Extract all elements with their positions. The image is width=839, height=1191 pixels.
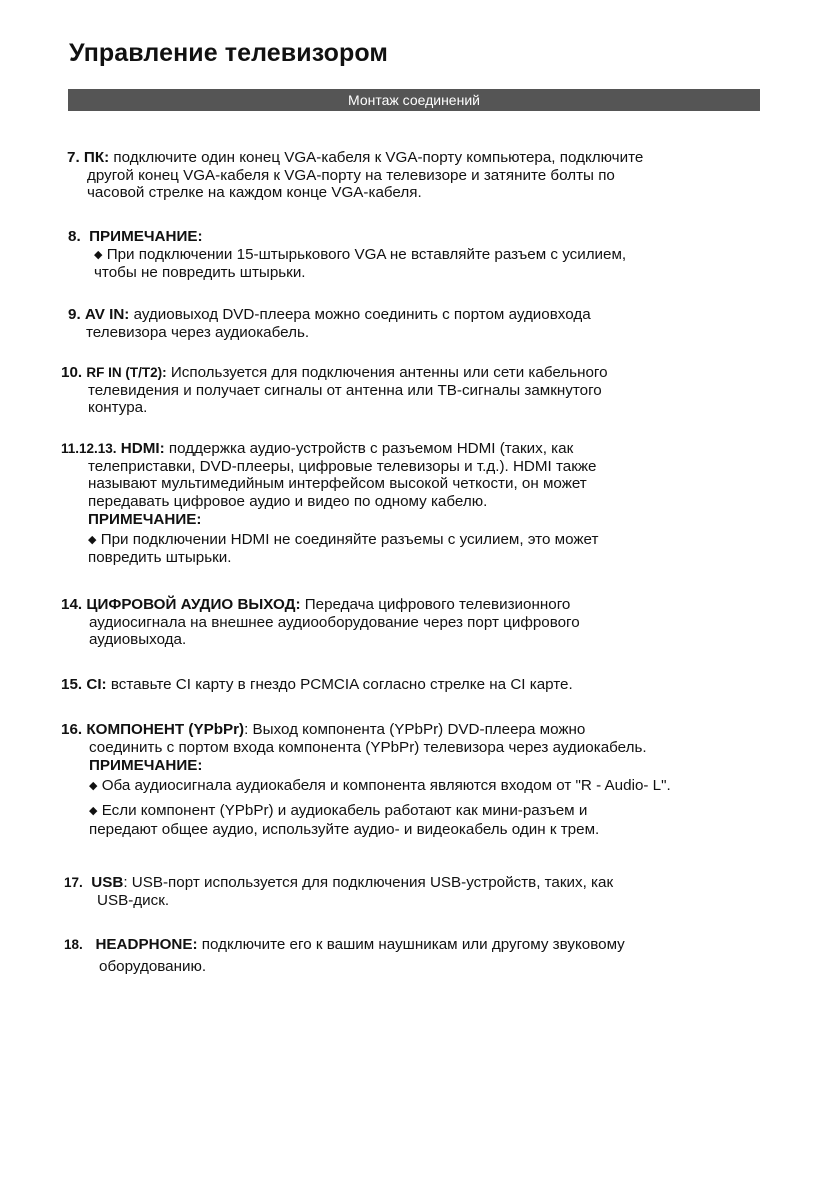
item-term: USB — [91, 874, 124, 891]
item-number: 14. — [61, 596, 83, 613]
item-number: 15. — [61, 676, 83, 693]
item-term: КОМПОНЕНТ (YPbPr) — [86, 721, 245, 738]
item-9-av-in: 9. AV IN: аудиовыход DVD-плеера можно соединить с портом аудиовхода телевизора через аудиокабель. — [68, 306, 591, 341]
item-18-headphone: 18. HEADPHONE: подключите его к вашим наушникам или другому звуковому оборудованию. — [64, 936, 625, 975]
item-term: RF IN (T/T2): — [86, 365, 167, 380]
item-term: HDMI: — [120, 440, 165, 457]
item-number: 18. — [64, 937, 83, 952]
item-term: HEADPHONE: — [95, 936, 198, 953]
item-16-component: 16. КОМПОНЕНТ (YPbPr): Выход компонента (YPbPr) DVD-плеера можно соединить с портом входа компонента (YPbPr) телевизора через аудиокабель. ПРИМЕЧАНИЕ: ◆ Оба аудиосигнала аудиокабеля и компонента являются входом от "R - Audio- L". ◆ Если компонент (YPbPr) и аудиокабель работают как мини-разъем и передают общее аудио, используйте аудио- и видеокабель один к трем. — [61, 721, 671, 838]
item-number: 7. — [67, 149, 80, 166]
item-17-usb: 17. USB: USB-порт используется для подключения USB-устройств, таких, как USB-диск. — [64, 874, 614, 909]
item-14-digital-audio-out: 14. ЦИФРОВОЙ АУДИО ВЫХОД: Передача цифрового телевизионного аудиосигнала на внешнее аудиооборудование через порт цифрового аудиовыхода. — [61, 596, 580, 648]
page-title: Управление телевизором — [69, 39, 389, 67]
diamond-bullet-icon: ◆ — [89, 779, 98, 792]
item-term: ПК: — [83, 149, 110, 166]
item-number: 17. — [64, 875, 83, 890]
note-heading: ПРИМЕЧАНИЕ: — [88, 511, 202, 528]
diamond-bullet-icon: ◆ — [88, 533, 97, 546]
item-number: 11.12.13. — [61, 441, 117, 456]
item-8-note: 8. ПРИМЕЧАНИЕ: ◆ При подключении 15-штырькового VGA не вставляйте разъем с усилием, чтобы не повредить штырьки. — [68, 228, 627, 281]
item-term: AV IN: — [84, 306, 130, 323]
item-11-12-13-hdmi: 11.12.13. HDMI: поддержка аудио-устройств с разъемом HDMI (таких, как телеприставки, DVD-плееры, цифровые телевизоры и т.д.). HDMI также называют мультимедийным интерфейсом высокой четкости, он может передавать цифровое аудио и видео по одному кабелю. ПРИМЕЧАНИЕ: ◆ При подключении HDMI не соединяйте разъемы с усилием, это может повредить штырьки. — [61, 440, 599, 566]
item-number: 8. — [68, 228, 81, 245]
section-banner: Монтаж соединений — [68, 89, 760, 111]
item-number: 10. — [61, 364, 83, 381]
note-heading: ПРИМЕЧАНИЕ: — [89, 757, 203, 774]
item-term: ПРИМЕЧАНИЕ: — [89, 228, 203, 245]
item-number: 9. — [68, 306, 81, 323]
item-15-ci: 15. CI: вставьте CI карту в гнездо PCMCIA согласно стрелке на CI карте. — [61, 676, 573, 693]
item-term: CI: — [86, 676, 107, 693]
item-7-pc: 7. ПК: подключите один конец VGA-кабеля к VGA-порту компьютера, подключите другой конец VGA-кабеля к VGA-порту на телевизоре и затяните болты по часовой стрелке на каждом конце VGA-кабеля. — [67, 149, 644, 201]
diamond-bullet-icon: ◆ — [94, 248, 103, 261]
diamond-bullet-icon: ◆ — [89, 805, 98, 817]
item-term: ЦИФРОВОЙ АУДИО ВЫХОД: — [86, 596, 301, 613]
item-number: 16. — [61, 721, 83, 738]
item-10-rf-in: 10. RF IN (T/T2): Используется для подключения антенны или сети кабельного телевидения и получает сигналы от антенна или ТВ-сигналы замкнутого контура. — [61, 364, 608, 416]
